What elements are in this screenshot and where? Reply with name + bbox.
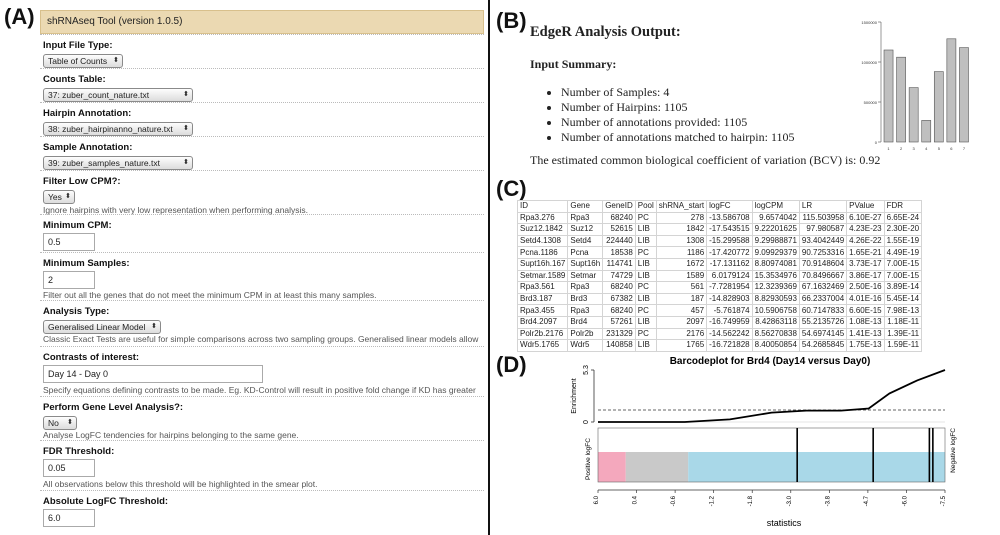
table-cell: 18538	[603, 247, 636, 259]
table-cell: 12.3239369	[752, 282, 799, 294]
table-cell: 3.89E-14	[884, 282, 921, 294]
logfc-threshold-row	[40, 490, 484, 535]
tool-title: shRNAseq Tool (version 1.0.5)	[40, 10, 484, 34]
table-cell: 52615	[603, 224, 636, 236]
x-tick-label: -7.5	[941, 496, 947, 507]
col-header: LR	[799, 201, 846, 213]
x-tick-label: -1.8	[748, 496, 755, 507]
x-tick-label: 3	[912, 146, 915, 151]
input-file-type-label: Input File Type:	[43, 40, 113, 51]
x-tick-label: 1	[887, 146, 890, 151]
minimum-cpm-input[interactable]: 0.5	[43, 233, 95, 251]
x-tick-label: -1.2	[709, 496, 716, 507]
table-cell: 2097	[656, 316, 706, 328]
table-cell: 4.01E-16	[847, 293, 884, 305]
sample-annotation-label: Sample Annotation:	[43, 142, 133, 153]
minimum-samples-input[interactable]: 2	[43, 271, 95, 289]
table-cell: Rpa3	[568, 282, 603, 294]
table-cell: Rpa3.455	[518, 305, 568, 317]
panel-divider	[488, 0, 490, 535]
counts-table-label: Counts Table:	[43, 74, 106, 85]
table-cell: Rpa3	[568, 305, 603, 317]
table-cell: 7.00E-15	[884, 270, 921, 282]
bar	[909, 88, 918, 142]
col-header: PValue	[847, 201, 884, 213]
table-cell: Setmar	[568, 270, 603, 282]
table-cell: 55.2135726	[799, 316, 846, 328]
table-cell: 187	[656, 293, 706, 305]
gene-level-select[interactable]: No ⬍	[43, 416, 77, 430]
table-cell: 67.1632469	[799, 282, 846, 294]
table-cell: 4.49E-19	[884, 247, 921, 259]
results-table	[517, 200, 922, 352]
table-cell: 224440	[603, 235, 636, 247]
table-cell: 1.41E-13	[847, 328, 884, 340]
table-row	[518, 340, 922, 352]
table-cell: 8.56270838	[752, 328, 799, 340]
table-cell: 3.73E-17	[847, 258, 884, 270]
y-tick-label: 1000000	[861, 60, 877, 65]
x-tick-label: -3.8	[825, 496, 832, 507]
table-cell: Suz12.1842	[518, 224, 568, 236]
table-cell: 9.29988871	[752, 235, 799, 247]
counts-table-select[interactable]: 37: zuber_count_nature.txt ⬍	[43, 88, 193, 102]
table-cell: Supt16h	[568, 258, 603, 270]
contrasts-help: Specify equations defining contrasts to be made. Eg. KD-Control will result in positive fold change if KD has greater	[43, 385, 476, 395]
table-cell: LIB	[635, 270, 656, 282]
bcv-text: The estimated common biological coefficient of variation (BCV) is: 0.92	[530, 153, 881, 167]
x-tick-label: 4	[925, 146, 928, 151]
table-cell: Polr2b.2176	[518, 328, 568, 340]
bar	[947, 39, 956, 142]
analysis-type-select[interactable]: Generalised Linear Model ⬍	[43, 320, 161, 334]
select-arrows-icon: ⬍	[183, 91, 189, 98]
table-cell: -14.562242	[707, 328, 752, 340]
x-tick-label: 0.4	[632, 496, 639, 505]
minimum-samples-help: Filter out all the genes that do not meet the minimum CPM in at least this many samples.	[43, 290, 377, 300]
select-arrows-icon: ⬍	[65, 193, 71, 200]
table-cell: 70.8496667	[799, 270, 846, 282]
table-cell: PC	[635, 328, 656, 340]
table-cell: 54.2685845	[799, 340, 846, 352]
filter-low-cpm-select[interactable]: Yes ⬍	[43, 190, 75, 204]
edger-title: EdgeR Analysis Output:	[530, 24, 681, 40]
table-cell: 1308	[656, 235, 706, 247]
bar	[884, 50, 893, 142]
table-cell: 68240	[603, 282, 636, 294]
table-cell: 93.4042449	[799, 235, 846, 247]
table-cell: Pcna	[568, 247, 603, 259]
barcode-plot	[560, 352, 980, 532]
table-cell: 74729	[603, 270, 636, 282]
bar	[922, 120, 931, 142]
x-tick-label: 6.0	[594, 496, 600, 505]
hairpin-annotation-row	[40, 102, 484, 137]
table-row	[518, 224, 922, 236]
table-row	[518, 235, 922, 247]
library-size-bar-chart	[845, 14, 975, 154]
table-cell: -17.131162	[707, 258, 752, 270]
input-file-type-row	[40, 34, 484, 69]
table-cell: 231329	[603, 328, 636, 340]
table-cell: Rpa3.276	[518, 212, 568, 224]
table-cell: 67382	[603, 293, 636, 305]
table-cell: -14.828903	[707, 293, 752, 305]
table-row	[518, 247, 922, 259]
table-cell: PC	[635, 247, 656, 259]
x-tick-label: -4.7	[863, 496, 870, 507]
analysis-type-help: Classic Exact Tests are useful for simple comparisons across two sampling groups. Generalised linear models allow	[43, 334, 479, 344]
table-cell: Polr2b	[568, 328, 603, 340]
table-cell: 1186	[656, 247, 706, 259]
table-cell: 7.98E-13	[884, 305, 921, 317]
table-cell: 1.59E-11	[884, 340, 921, 352]
table-cell: 54.6974145	[799, 328, 846, 340]
y-tick-label: 500000	[863, 100, 877, 105]
hairpin-annotation-label: Hairpin Annotation:	[43, 108, 132, 119]
table-cell: 6.10E-27	[847, 212, 884, 224]
table-cell: PC	[635, 305, 656, 317]
analysis-type-row	[40, 300, 484, 347]
table-cell: 66.2337004	[799, 293, 846, 305]
col-header: Pool	[635, 201, 656, 213]
table-cell: 2.50E-16	[847, 282, 884, 294]
input-file-type-select[interactable]: Table of Counts ⬍	[43, 54, 123, 68]
fdr-threshold-help: All observations below this threshold will be highlighted in the smear plot.	[43, 479, 318, 489]
bar	[959, 48, 968, 142]
table-cell: 90.7253316	[799, 247, 846, 259]
table-cell: Brd3.187	[518, 293, 568, 305]
enrichment-label: Enrichment	[571, 378, 578, 414]
hairpin-annotation-select[interactable]: 38: zuber_hairpinanno_nature.txt ⬍	[43, 122, 193, 136]
table-cell: Wdr5	[568, 340, 603, 352]
minimum-cpm-row	[40, 214, 484, 253]
table-cell: Rpa3	[568, 212, 603, 224]
table-cell: 457	[656, 305, 706, 317]
x-tick-label: -0.6	[671, 496, 678, 507]
table-cell: 9.6574042	[752, 212, 799, 224]
table-cell: LIB	[635, 224, 656, 236]
panel-label-a: (A)	[4, 4, 35, 29]
summary-item: • Number of Samples: 4	[561, 85, 795, 100]
table-cell: 1.65E-21	[847, 247, 884, 259]
table-cell: 114741	[603, 258, 636, 270]
col-header: ID	[518, 201, 568, 213]
table-cell: LIB	[635, 258, 656, 270]
table-cell: Brd3	[568, 293, 603, 305]
table-cell: Brd4	[568, 316, 603, 328]
table-cell: -16.749959	[707, 316, 752, 328]
contrasts-row	[40, 346, 484, 397]
table-cell: 140858	[603, 340, 636, 352]
barcode-band	[626, 452, 688, 482]
table-header-row	[518, 201, 922, 213]
table-cell: 9.09929379	[752, 247, 799, 259]
summary-item: • Number of annotations provided: 1105	[561, 115, 795, 130]
table-cell: LIB	[635, 340, 656, 352]
table-cell: Supt16h.167	[518, 258, 568, 270]
col-header: GeneID	[603, 201, 636, 213]
sample-annotation-select[interactable]: 39: zuber_samples_nature.txt ⬍	[43, 156, 193, 170]
table-cell: -13.586708	[707, 212, 752, 224]
table-cell: LIB	[635, 316, 656, 328]
summary-item: • Number of Hairpins: 1105	[561, 100, 795, 115]
gene-level-label: Perform Gene Level Analysis?:	[43, 402, 184, 413]
barcode-band	[598, 452, 626, 482]
table-cell: 5.45E-14	[884, 293, 921, 305]
table-row	[518, 282, 922, 294]
logfc-threshold-label: Absolute LogFC Threshold:	[43, 496, 169, 507]
table-cell: 1.18E-11	[884, 316, 921, 328]
select-arrows-icon: ⬍	[67, 419, 73, 426]
contrasts-input[interactable]: Day 14 - Day 0	[43, 365, 263, 383]
table-cell: Brd4.2097	[518, 316, 568, 328]
panel-label-b: (B)	[496, 8, 527, 33]
table-cell: 1.08E-13	[847, 316, 884, 328]
table-cell: Setd4	[568, 235, 603, 247]
positive-logfc-label: Positive logFC	[585, 438, 592, 480]
col-header: logCPM	[752, 201, 799, 213]
table-cell: Setd4.1308	[518, 235, 568, 247]
table-cell: 4.26E-22	[847, 235, 884, 247]
table-cell: Suz12	[568, 224, 603, 236]
minimum-cpm-label: Minimum CPM:	[43, 220, 112, 231]
x-tick-label: -6.0	[902, 496, 909, 507]
table-cell: 561	[656, 282, 706, 294]
fdr-threshold-row	[40, 440, 484, 491]
filter-low-cpm-label: Filter Low CPM?:	[43, 176, 121, 187]
table-cell: 1.75E-13	[847, 340, 884, 352]
table-cell: -7.7281954	[707, 282, 752, 294]
table-cell: -17.420772	[707, 247, 752, 259]
table-cell: 10.5906758	[752, 305, 799, 317]
input-summary-list	[545, 85, 795, 145]
filter-low-cpm-help: Ignore hairpins with very low representation when performing analysis.	[43, 205, 309, 215]
select-arrows-icon: ⬍	[151, 323, 157, 330]
table-cell: 8.80974081	[752, 258, 799, 270]
table-cell: -16.721828	[707, 340, 752, 352]
fdr-threshold-input[interactable]: 0.05	[43, 459, 95, 477]
enrichment-tick-label: 0	[583, 420, 590, 424]
table-cell: 15.3534976	[752, 270, 799, 282]
table-row	[518, 328, 922, 340]
barcode-band	[688, 452, 945, 482]
table-cell: -15.299588	[707, 235, 752, 247]
table-cell: 6.65E-24	[884, 212, 921, 224]
select-arrows-icon: ⬍	[183, 125, 189, 132]
table-cell: Setmar.1589	[518, 270, 568, 282]
minimum-samples-row	[40, 252, 484, 301]
col-header: shRNA_start	[656, 201, 706, 213]
enrichment-curve	[598, 370, 945, 422]
x-tick-label: 6	[950, 146, 953, 151]
contrasts-label: Contrasts of interest:	[43, 352, 140, 363]
bar	[897, 57, 906, 142]
table-cell: -17.543515	[707, 224, 752, 236]
input-summary-heading: Input Summary:	[530, 57, 617, 71]
table-row	[518, 293, 922, 305]
table-cell: 1842	[656, 224, 706, 236]
table-cell: 1.55E-19	[884, 235, 921, 247]
x-tick-label: 5	[937, 146, 940, 151]
table-cell: 97.980587	[799, 224, 846, 236]
table-cell: 2.30E-20	[884, 224, 921, 236]
table-cell: LIB	[635, 293, 656, 305]
table-row	[518, 212, 922, 224]
table-cell: Pcna.1186	[518, 247, 568, 259]
x-axis-label: statistics	[766, 518, 802, 528]
gene-level-row	[40, 396, 484, 441]
select-arrows-icon: ⬍	[183, 159, 189, 166]
table-cell: 8.40050854	[752, 340, 799, 352]
gene-level-help: Analyse LogFC tendencies for hairpins belonging to the same gene.	[43, 430, 299, 440]
fdr-threshold-label: FDR Threshold:	[43, 446, 115, 457]
table-row	[518, 305, 922, 317]
table-cell: 70.9148604	[799, 258, 846, 270]
panel-label-c: (C)	[496, 176, 527, 201]
minimum-samples-label: Minimum Samples:	[43, 258, 130, 269]
table-cell: 6.60E-15	[847, 305, 884, 317]
table-cell: 2176	[656, 328, 706, 340]
table-cell: 7.00E-15	[884, 258, 921, 270]
table-cell: 1589	[656, 270, 706, 282]
table-cell: Rpa3.561	[518, 282, 568, 294]
bar	[934, 72, 943, 142]
table-cell: 1765	[656, 340, 706, 352]
enrichment-tick-label: 5.3	[583, 365, 590, 375]
y-tick-label: 1500000	[861, 20, 877, 25]
y-tick-label: 0	[874, 140, 877, 145]
table-cell: 1.39E-11	[884, 328, 921, 340]
negative-logfc-label: Negative logFC	[950, 428, 957, 473]
table-cell: 4.23E-23	[847, 224, 884, 236]
table-cell: 8.82930593	[752, 293, 799, 305]
select-arrows-icon: ⬍	[113, 57, 119, 64]
col-header: FDR	[884, 201, 921, 213]
barcode-plot-title: Barcodeplot for Brd4 (Day14 versus Day0)	[669, 356, 871, 367]
table-cell: 60.7147833	[799, 305, 846, 317]
table-cell: LIB	[635, 235, 656, 247]
table-cell: PC	[635, 212, 656, 224]
x-tick-label: 7	[962, 146, 966, 151]
filter-low-cpm-row	[40, 170, 484, 215]
panel-label-d: (D)	[496, 352, 527, 377]
table-cell: 68240	[603, 212, 636, 224]
col-header: Gene	[568, 201, 603, 213]
table-cell: 8.42863118	[752, 316, 799, 328]
analysis-type-label: Analysis Type:	[43, 306, 110, 317]
tool-form	[40, 10, 484, 535]
table-cell: Wdr5.1765	[518, 340, 568, 352]
table-cell: 68240	[603, 305, 636, 317]
table-row	[518, 270, 922, 282]
table-cell: 9.22201625	[752, 224, 799, 236]
summary-item: • Number of annotations matched to hairpin: 1105	[561, 130, 795, 145]
table-cell: 6.0179124	[707, 270, 752, 282]
table-cell: 115.503958	[799, 212, 846, 224]
table-cell: 57261	[603, 316, 636, 328]
logfc-threshold-input[interactable]: 6.0	[43, 509, 95, 527]
x-tick-label: 2	[899, 146, 903, 151]
col-header: logFC	[707, 201, 752, 213]
x-tick-label: -3.0	[786, 496, 793, 507]
sample-annotation-row	[40, 136, 484, 171]
table-row	[518, 258, 922, 270]
table-cell: 278	[656, 212, 706, 224]
table-cell: 1672	[656, 258, 706, 270]
table-cell: -5.761874	[707, 305, 752, 317]
table-row	[518, 316, 922, 328]
counts-table-row	[40, 68, 484, 103]
table-cell: 3.86E-17	[847, 270, 884, 282]
table-cell: PC	[635, 282, 656, 294]
